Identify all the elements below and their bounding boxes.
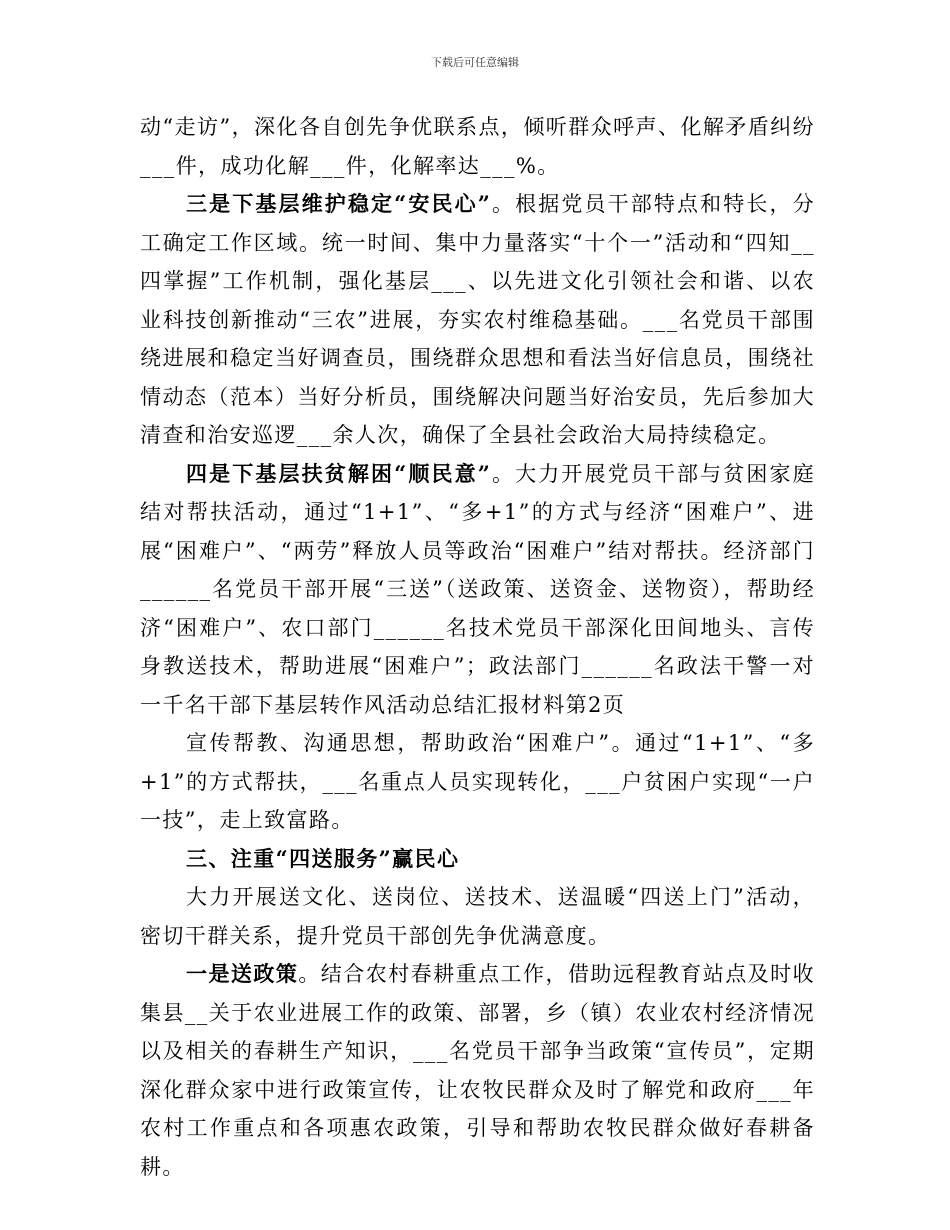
paragraph-heading: 四是下基层扶贫解困“顺民意” — [186, 460, 492, 486]
section-heading — [140, 840, 815, 879]
paragraph-text: 。结合农村春耕重点工作，借助远程教育站点及时收集县__关于农业进展工作的政策、部署，乡（镇）农业农村经济情况以及相关的春耕生产知识，___名党员干部争当政策“宣传员”，定期深化群众家中进行政策宣传，让农牧民群众及时了解党和政府___年农村工作重点和各项惠农政策，引导和帮助农牧民群众做好春耕备耕。 — [140, 962, 816, 1179]
paragraph-text: 宣传帮教、沟通思想，帮助政治“困难户”。通过“1+1”、“多+1”的方式帮扶，___名重点人员实现转化，___户贫困户实现“一户一技”，走上致富路。 — [140, 731, 815, 832]
paragraph-text: 大力开展送文化、送岗位、送技术、送温暖“四送上门”活动，密切干群关系，提升党员干部创先争优满意度。 — [140, 885, 815, 948]
paragraph-1 — [140, 108, 815, 185]
paragraph-heading: 一是送政策 — [186, 961, 299, 986]
paragraph-text: 动“走访”，深化各自创先争优联系点，倾听群众呼声、化解矛盾纠纷___件，成功化解___件，化解率达___%。 — [140, 115, 815, 178]
document-body — [140, 108, 815, 1186]
paragraph-text: 。根据党员干部特点和特长，分工确定工作区域。统一时间、集中力量落实“十个一”活动和“四知__四掌握”工作机制，强化基层___、以先进文化引领社会和谐、以农业科技创新推动“三农”进展，夯实农村维稳基础。___名党员干部围绕进展和稳定当好调查员，围绕群众思想和看法当好信息员，围绕社情动态（范本）当好分析员，围绕解决问题当好治安员，先后参加大清查和治安巡逻___余人次，确保了全县社会政治大局持续稳定。 — [140, 192, 815, 447]
page-header: 下载后可任意编辑 — [431, 56, 519, 69]
paragraph-text: 。大力开展党员干部与贫困家庭结对帮扶活动，通过“1+1”、“多+1”的方式与经济“困难户”、进展“困难户”、“两劳”释放人员等政治“困难户”结对帮扶。经济部门______名党员干部开展“三送”（送政策、送资金、送物资），帮助经济“困难户”、农口部门______名技术党员干部深化田间地头、言传身教送技术，帮助进展“困难户”；政法部门______名政法干警一对一千名干部下基层转作风活动总结汇报材料第2页 — [140, 461, 815, 717]
section-heading-text: 三、注重“四送服务”赢民心 — [186, 845, 460, 871]
paragraph-5 — [140, 878, 815, 955]
paragraph-4 — [140, 724, 815, 840]
paragraph-3 — [140, 455, 815, 725]
paragraph-2 — [140, 185, 815, 455]
paragraph-heading: 三是下基层维护稳定“安民心” — [186, 191, 492, 216]
paragraph-6 — [140, 955, 815, 1186]
